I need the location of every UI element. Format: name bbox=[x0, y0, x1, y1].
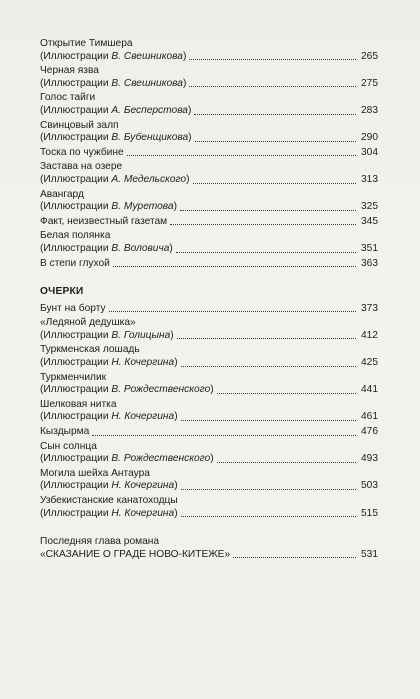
toc-entry bbox=[40, 216, 378, 229]
illustrator-suffix: ) bbox=[174, 507, 178, 519]
toc-entry bbox=[40, 147, 378, 160]
toc-entry-line bbox=[40, 468, 378, 481]
illustrator-credit bbox=[40, 201, 177, 214]
toc-entry bbox=[40, 344, 378, 369]
illustrator-suffix: ) bbox=[169, 242, 173, 254]
toc-entry bbox=[40, 161, 378, 186]
toc-entry-line bbox=[40, 216, 378, 229]
toc-entry-line bbox=[40, 258, 378, 271]
toc-entry-line bbox=[40, 65, 378, 78]
toc-entry-title: Факт, неизвестный газетам bbox=[40, 215, 168, 227]
dot-leader bbox=[113, 266, 356, 267]
page-number: 515 bbox=[361, 507, 378, 519]
table-of-contents bbox=[40, 38, 378, 563]
dot-leader bbox=[233, 557, 356, 558]
illustrator-credit bbox=[40, 51, 186, 64]
toc-entry-line bbox=[40, 357, 378, 370]
illustrator-credit bbox=[40, 357, 178, 370]
illustrator-suffix: ) bbox=[174, 480, 178, 492]
toc-entry bbox=[40, 399, 378, 424]
dot-leader bbox=[176, 252, 356, 253]
illustrator-prefix: (Иллюстрации bbox=[40, 173, 112, 185]
toc-entry-title: Голос тайги bbox=[40, 92, 96, 104]
toc-entry-line bbox=[40, 536, 378, 549]
page-number: 275 bbox=[361, 77, 378, 89]
toc-entry-title: Открытие Тимшера bbox=[40, 38, 133, 49]
dot-leader bbox=[170, 224, 356, 225]
toc-entry bbox=[40, 189, 378, 214]
illustrator-name: В. Голицына bbox=[111, 329, 171, 341]
illustrator-credit bbox=[40, 480, 178, 493]
toc-entry-title: Бунт на борту bbox=[40, 302, 106, 314]
toc-entry-line bbox=[40, 303, 378, 316]
toc-entry-title: Свинцовый залп bbox=[40, 119, 119, 131]
illustrator-suffix: ) bbox=[210, 384, 214, 396]
toc-entry-line bbox=[40, 549, 378, 562]
illustrator-suffix: ) bbox=[173, 201, 177, 213]
toc-entry-line bbox=[40, 92, 378, 105]
toc-entry-line bbox=[40, 317, 378, 330]
toc-entry-line bbox=[40, 441, 378, 454]
toc-entry-title: В степи глухой bbox=[40, 257, 110, 269]
toc-entry-line bbox=[40, 132, 378, 145]
toc-entry-title: Узбекистанские канатоходцы bbox=[40, 495, 178, 506]
illustrator-prefix: (Иллюстрации bbox=[40, 77, 112, 89]
dot-leader bbox=[189, 59, 356, 60]
toc-entry bbox=[40, 441, 378, 466]
page-number: 412 bbox=[361, 329, 378, 341]
illustrator-name: В. Свешникова bbox=[111, 50, 183, 62]
toc-entry bbox=[40, 303, 378, 316]
page-number: 531 bbox=[361, 548, 378, 560]
toc-entry-title: «Ледяной дедушка» bbox=[40, 317, 136, 329]
illustrator-prefix: (Иллюстрации bbox=[40, 329, 112, 341]
toc-entry-line bbox=[40, 399, 378, 412]
illustrator-credit bbox=[40, 174, 190, 187]
toc-entry-title: Шелковая нитка bbox=[40, 398, 117, 410]
page-number: 325 bbox=[361, 201, 378, 213]
page-number: 373 bbox=[361, 302, 378, 314]
page-number: 493 bbox=[361, 453, 378, 465]
illustrator-name: В. Свешникова bbox=[111, 77, 183, 89]
illustrator-name: В. Рождественского bbox=[111, 384, 211, 396]
toc-entry bbox=[40, 426, 378, 439]
illustrator-suffix: ) bbox=[182, 77, 187, 89]
illustrator-credit bbox=[40, 132, 192, 145]
illustrator-name: В. Воловича bbox=[111, 242, 170, 254]
dot-leader bbox=[194, 114, 356, 115]
dot-leader bbox=[92, 435, 356, 436]
illustrator-suffix: ) bbox=[170, 329, 174, 341]
toc-entry bbox=[40, 258, 378, 271]
page-number: 290 bbox=[361, 132, 378, 144]
illustrator-prefix: (Иллюстрации bbox=[40, 201, 112, 213]
illustrator-credit bbox=[40, 508, 178, 521]
toc-entry-line bbox=[40, 38, 378, 51]
toc-entry-line bbox=[40, 508, 378, 521]
toc-entry-title: Сын солнца bbox=[40, 440, 97, 452]
dot-leader bbox=[189, 86, 356, 87]
page-number: 363 bbox=[361, 257, 378, 269]
page-number: 283 bbox=[361, 104, 378, 116]
illustrator-prefix: (Иллюстрации bbox=[40, 50, 112, 62]
illustrator-credit bbox=[40, 411, 178, 424]
illustrator-prefix: (Иллюстрации bbox=[40, 507, 112, 519]
dot-leader bbox=[195, 141, 356, 142]
illustrator-name: В. Муретова bbox=[111, 201, 174, 213]
toc-entry-line bbox=[40, 411, 378, 424]
toc-entry-title: Кыздырма bbox=[40, 426, 90, 438]
illustrator-credit bbox=[40, 243, 173, 256]
toc-entry bbox=[40, 372, 378, 397]
toc-entry-subtitle: «СКАЗАНИЕ О ГРАДЕ НОВО-КИТЕЖЕ» bbox=[40, 548, 231, 560]
toc-entry-title: Последняя глава романа bbox=[40, 536, 160, 548]
toc-entry-line bbox=[40, 344, 378, 357]
toc-entry bbox=[40, 92, 378, 117]
illustrator-suffix: ) bbox=[174, 411, 178, 423]
toc-entry-title: Белая полянка bbox=[40, 230, 111, 242]
toc-essays-list bbox=[40, 303, 378, 521]
illustrator-suffix: ) bbox=[187, 104, 192, 116]
spacer bbox=[40, 522, 378, 536]
toc-entry-line bbox=[40, 147, 378, 160]
dot-leader bbox=[217, 393, 356, 394]
dot-leader bbox=[181, 420, 356, 421]
toc-stories-list bbox=[40, 38, 378, 270]
toc-entry-line bbox=[40, 189, 378, 202]
illustrator-suffix: ) bbox=[188, 132, 192, 144]
page-number: 351 bbox=[361, 242, 378, 254]
illustrator-name: В. Рождественского bbox=[111, 453, 211, 465]
page-number: 476 bbox=[361, 426, 378, 438]
dot-leader bbox=[109, 311, 356, 312]
toc-entry-final bbox=[40, 536, 378, 561]
illustrator-name: Н. Кочергина bbox=[111, 357, 175, 369]
illustrator-prefix: (Иллюстрации bbox=[40, 104, 112, 116]
toc-entry bbox=[40, 230, 378, 255]
toc-entry-line bbox=[40, 384, 378, 397]
toc-entry-line bbox=[40, 120, 378, 133]
page-number: 503 bbox=[361, 480, 378, 492]
dot-leader bbox=[181, 489, 356, 490]
toc-entry-line bbox=[40, 161, 378, 174]
toc-entry-line bbox=[40, 243, 378, 256]
illustrator-prefix: (Иллюстрации bbox=[40, 384, 112, 396]
illustrator-prefix: (Иллюстрации bbox=[40, 480, 112, 492]
dot-leader bbox=[177, 338, 356, 339]
page-number: 304 bbox=[361, 146, 378, 158]
toc-entry-line bbox=[40, 105, 378, 118]
toc-entry bbox=[40, 38, 378, 63]
dot-leader bbox=[127, 155, 356, 156]
page-number: 265 bbox=[361, 50, 378, 62]
illustrator-credit bbox=[40, 453, 214, 466]
toc-entry-line bbox=[40, 51, 378, 64]
toc-entry bbox=[40, 495, 378, 520]
page-number: 441 bbox=[361, 384, 378, 396]
toc-entry bbox=[40, 120, 378, 145]
toc-entry-line bbox=[40, 230, 378, 243]
toc-entry-line bbox=[40, 201, 378, 214]
toc-entry-title: Авангард bbox=[40, 188, 84, 200]
illustrator-credit bbox=[40, 105, 191, 118]
toc-entry-line bbox=[40, 78, 378, 91]
dot-leader bbox=[181, 366, 356, 367]
toc-entry-line bbox=[40, 372, 378, 385]
toc-entry-line bbox=[40, 480, 378, 493]
toc-entry bbox=[40, 468, 378, 493]
toc-entry-line bbox=[40, 174, 378, 187]
toc-entry-title: Туркменчилик bbox=[40, 371, 107, 383]
toc-entry-line bbox=[40, 330, 378, 343]
illustrator-prefix: (Иллюстрации bbox=[40, 411, 112, 423]
illustrator-prefix: (Иллюстрации bbox=[40, 132, 112, 144]
toc-entry-title: Черная язва bbox=[40, 65, 99, 77]
illustrator-credit bbox=[40, 384, 214, 397]
toc-entry-title: Туркменская лошадь bbox=[40, 344, 140, 356]
illustrator-prefix: (Иллюстрации bbox=[40, 242, 112, 254]
illustrator-name: А. Бесперстова bbox=[111, 104, 188, 116]
illustrator-name: А. Медельского bbox=[111, 173, 187, 185]
illustrator-suffix: ) bbox=[182, 50, 187, 62]
page-number: 345 bbox=[361, 215, 378, 227]
dot-leader bbox=[180, 210, 356, 211]
illustrator-prefix: (Иллюстрации bbox=[40, 357, 112, 369]
illustrator-name: Н. Кочергина bbox=[111, 480, 175, 492]
illustrator-credit bbox=[40, 330, 174, 343]
dot-leader bbox=[193, 183, 357, 184]
toc-entry-title: Могила шейха Антаура bbox=[40, 467, 150, 479]
toc-entry-line bbox=[40, 495, 378, 508]
toc-entry-title: Тоска по чужбине bbox=[40, 146, 124, 158]
dot-leader bbox=[181, 516, 356, 517]
page-number: 461 bbox=[361, 411, 378, 423]
illustrator-credit bbox=[40, 78, 186, 91]
toc-entry-line bbox=[40, 453, 378, 466]
illustrator-name: Н. Кочергина bbox=[111, 507, 175, 519]
illustrator-name: В. Бубенщикова bbox=[111, 132, 189, 144]
toc-entry bbox=[40, 317, 378, 342]
illustrator-name: Н. Кочергина bbox=[111, 411, 175, 423]
page-number: 313 bbox=[361, 173, 378, 185]
illustrator-suffix: ) bbox=[210, 453, 214, 465]
illustrator-prefix: (Иллюстрации bbox=[40, 453, 112, 465]
toc-entry-title: Застава на озере bbox=[40, 161, 123, 173]
toc-entry bbox=[40, 65, 378, 90]
section-heading-ocherki: ОЧЕРКИ bbox=[40, 286, 84, 298]
toc-entry-line bbox=[40, 426, 378, 439]
illustrator-suffix: ) bbox=[174, 357, 178, 369]
illustrator-suffix: ) bbox=[186, 173, 190, 185]
page-number: 425 bbox=[361, 357, 378, 369]
dot-leader bbox=[217, 462, 356, 463]
